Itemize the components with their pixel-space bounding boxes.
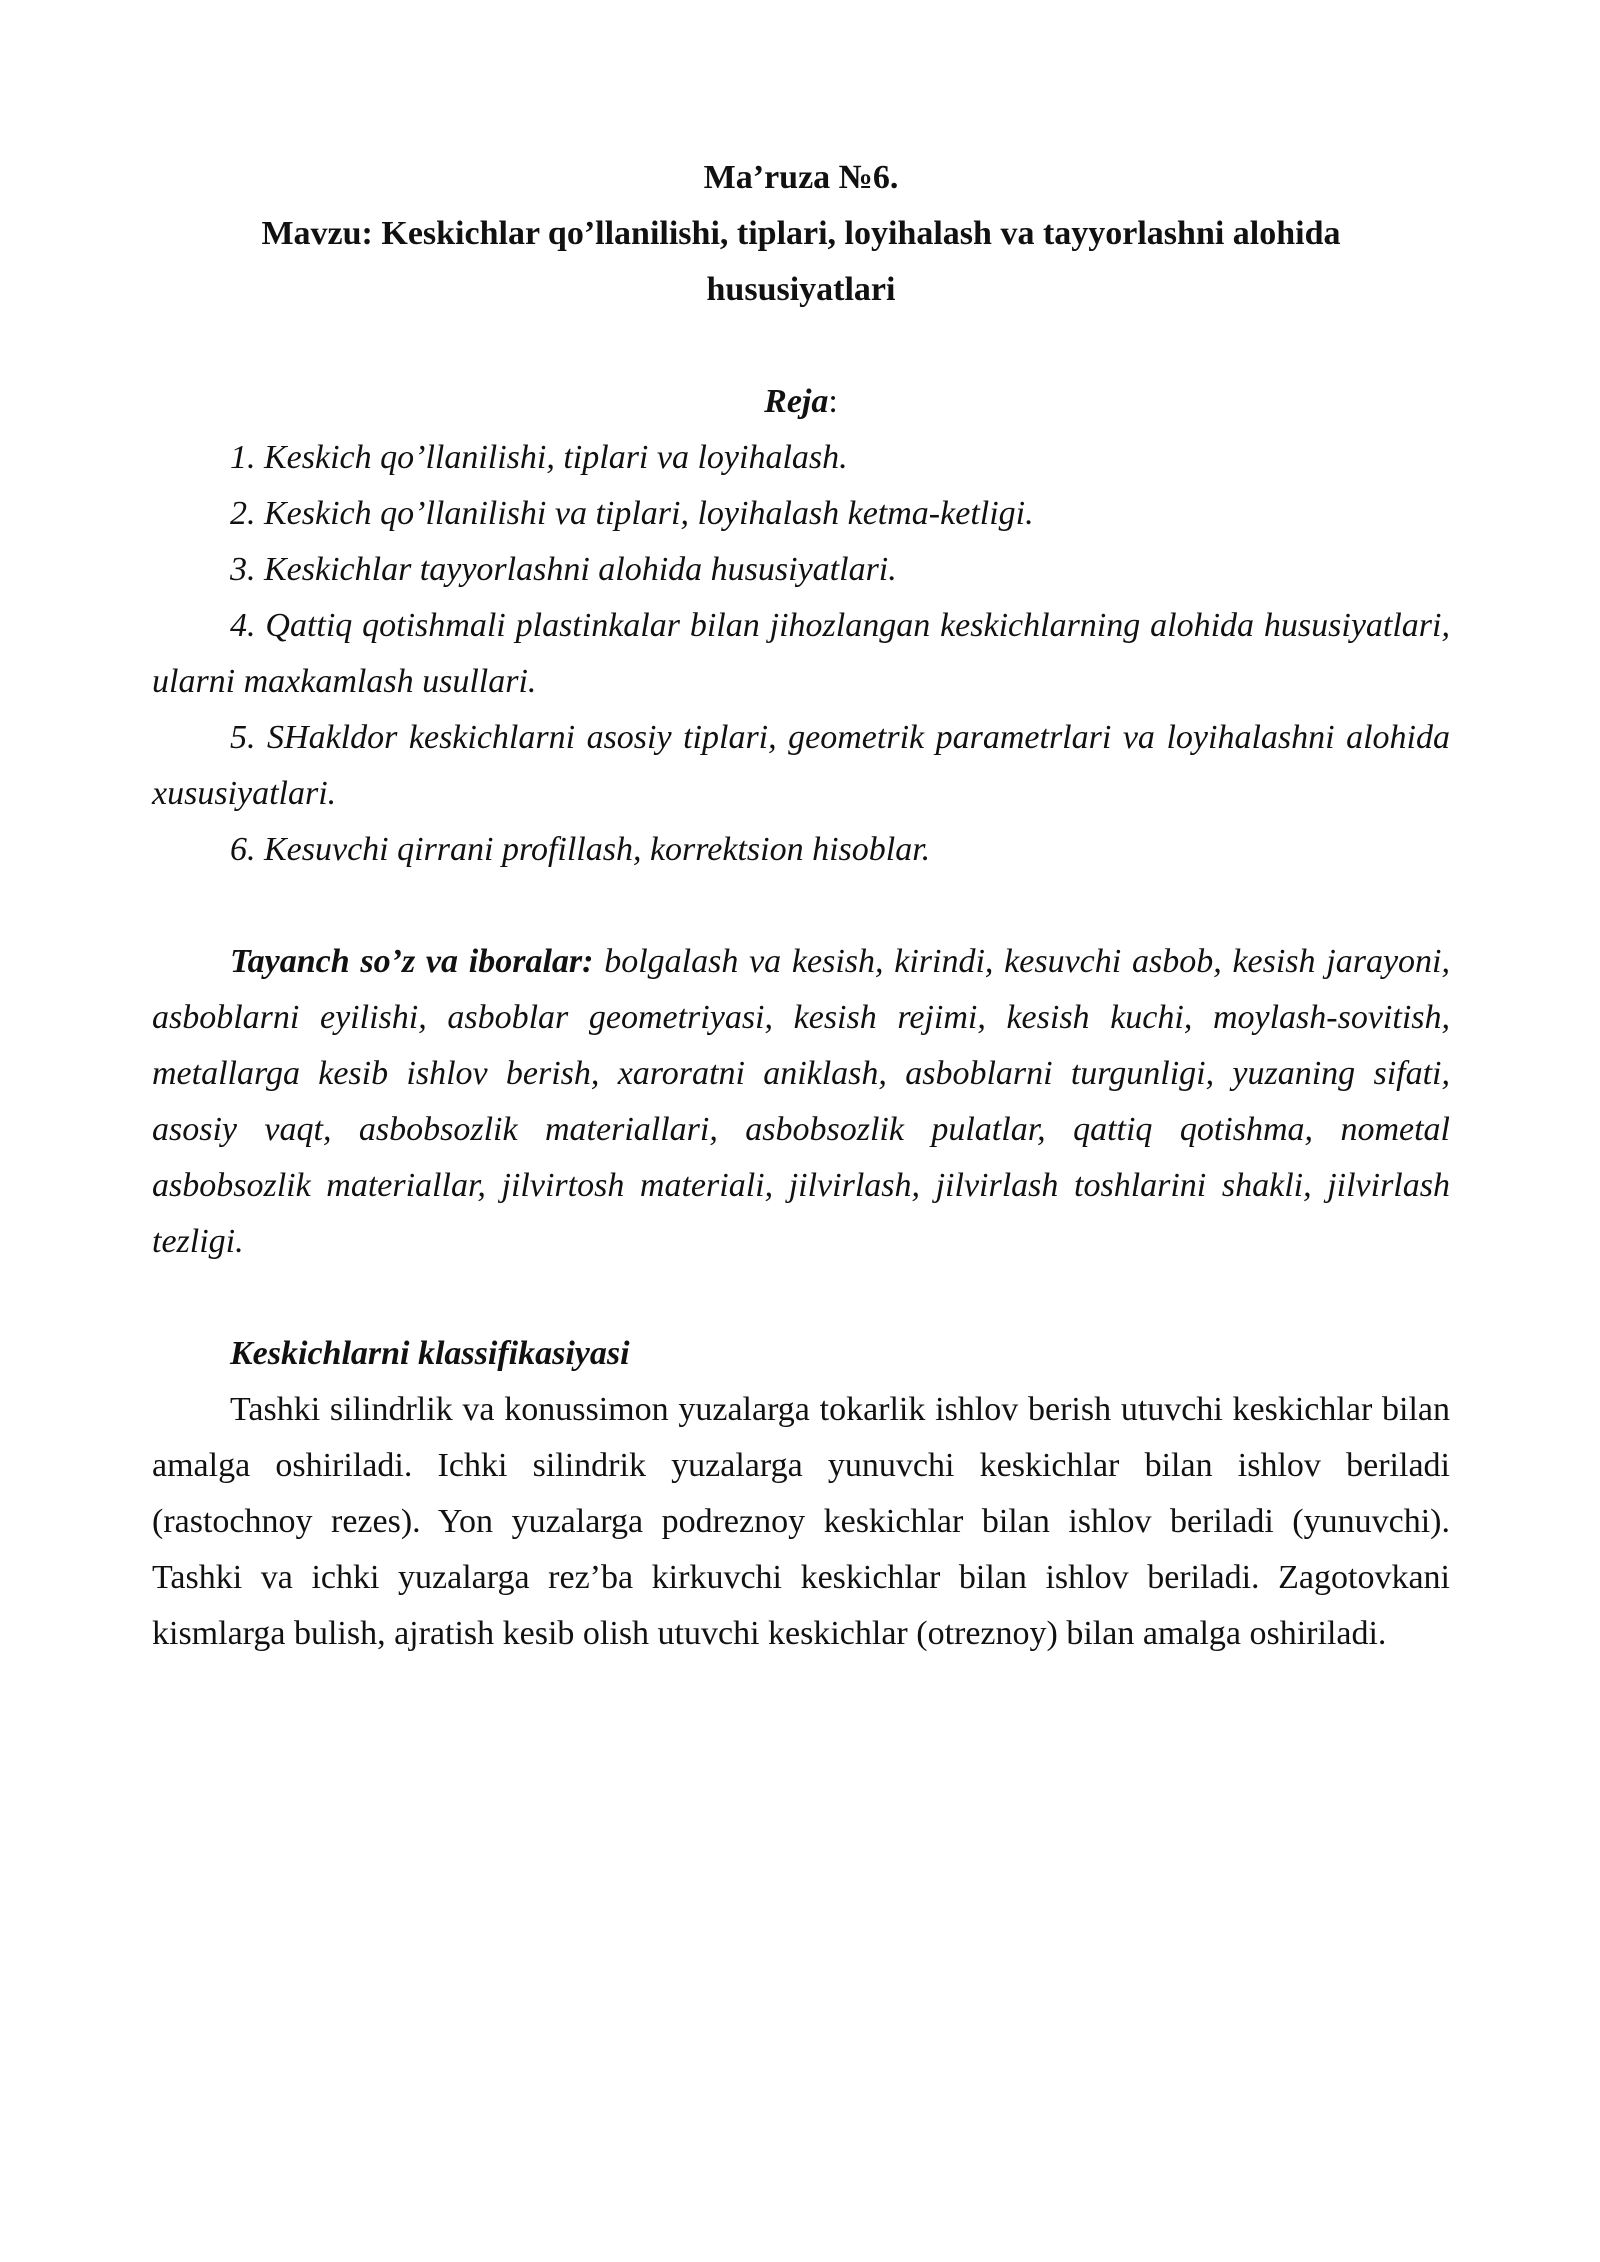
lecture-title: Ma’ruza №6. xyxy=(703,159,899,196)
keywords-text: bolgalash va kesish, kirindi, kesuvchi asbob, kesish jarayoni, asboblarni eyilishi, asboblar geometriyasi, kesish rejimi, kesish kuchi, moylash-sovitish, metallarga kesib ishlov berish, xaroratni aniklash, asboblarni turgunligi, yuzaning sifati, asosiy vaqt, asbobsozlik materiallari, asbobsozlik pulatlar, qattiq qotishma, nometal asbobsozlik materiallar, jilvirtosh materiali, jilvirlash, jilvirlash toshlarini shakli, jilvirlash tezligi. xyxy=(152,943,1450,1260)
plan-item: 3. Keskichlar tayyorlashni alohida hususiyatlari. xyxy=(230,551,897,588)
plan-item: 4. Qattiq qotishmali plastinkalar bilan jihozlangan keskichlarning alohida hususiyatlari, ularni maxkamlash usullari. xyxy=(152,607,1450,700)
plan-item: 2. Keskich qo’llanilishi va tiplari, loyihalash ketma-ketligi. xyxy=(230,495,1034,532)
plan-heading xyxy=(152,374,1450,430)
plan-item: 6. Kesuvchi qirrani profillash, korrektsion hisoblar. xyxy=(230,831,931,868)
plan-label: Reja xyxy=(764,383,829,420)
classification-paragraph: Tashki silindrlik va konussimon yuzalarga tokarlik ishlov berish utuvchi keskichlar bilan amalga oshiriladi. Ichki silindrik yuzalarga yunuvchi keskichlar bilan ishlov beriladi (rastochnoy rezes). Yon yuzalarga podreznoy keskichlar bilan ishlov beriladi (yunuvchi). Tashki va ichki yuzalarga rez’ba kirkuvchi keskichlar bilan ishlov beriladi. Zagotovkani kismlarga bulish, ajratish kesib olish utuvchi keskichlar (otreznoy) bilan amalga oshiriladi. xyxy=(152,1391,1450,1652)
keywords-paragraph xyxy=(152,934,1450,1270)
plan-colon: : xyxy=(828,383,838,420)
plan-item: 1. Keskich qo’llanilishi, tiplari va loyihalash. xyxy=(230,439,848,476)
lecture-topic: Mavzu: Keskichlar qo’llanilishi, tiplari, loyihalash va tayyorlashni alohida hususiyatlari xyxy=(261,215,1341,308)
document-page xyxy=(152,150,1450,1662)
plan-item: 5. SHakldor keskichlarni asosiy tiplari, geometrik parametrlari va loyihalashni alohida xususiyatlari. xyxy=(152,719,1450,812)
plan-list xyxy=(152,430,1450,878)
classification-heading: Keskichlarni klassifikasiyasi xyxy=(230,1335,630,1372)
keywords-label: Tayanch so’z va iboralar: xyxy=(230,943,594,980)
